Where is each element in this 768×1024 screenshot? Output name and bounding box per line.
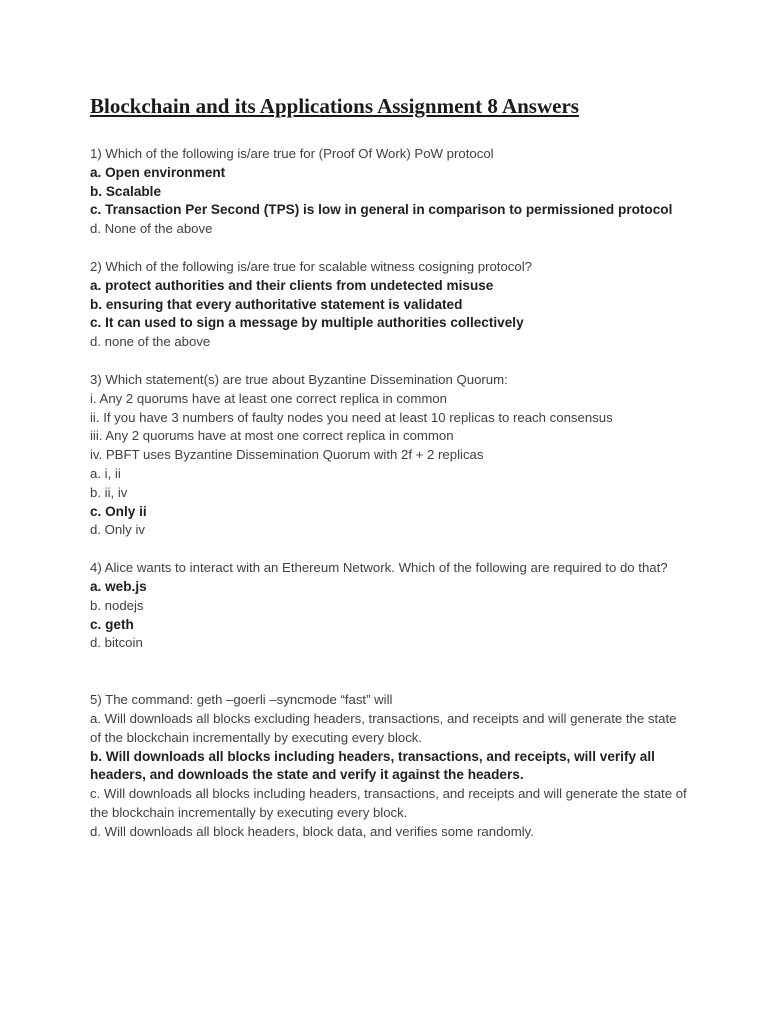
answer-option: d. bitcoin <box>90 635 143 651</box>
answer-option: c. Will downloads all blocks including headers, transactions, and receipts and will generate the state of the blockchain incrementally by executing every block. <box>90 786 687 820</box>
question-5 <box>90 691 690 841</box>
answer-option: a. i, ii <box>90 465 121 481</box>
answer-option: d. Only iv <box>90 522 145 538</box>
question-text: 4) Alice wants to interact with an Ethereum Network. Which of the following are required to do that? <box>90 560 668 576</box>
answer-option: d. none of the above <box>90 334 211 350</box>
question-text: 2) Which of the following is/are true for scalable witness cosigning protocol? <box>90 258 533 274</box>
answer-option: b. ensuring that every authoritative statement is validated <box>90 296 463 312</box>
question-text: 5) The command: geth –goerli –syncmode “fast” will <box>90 692 393 708</box>
statement-line: i. Any 2 quorums have at least one correct replica in common <box>90 390 447 406</box>
statement-line: iii. Any 2 quorums have at most one correct replica in common <box>90 428 454 444</box>
answer-option: a. web.js <box>90 578 147 594</box>
question-3 <box>90 371 690 540</box>
page-title: Blockchain and its Applications Assignment 8 Answers <box>90 94 579 118</box>
answer-option: b. Scalable <box>90 183 162 199</box>
statement-line: ii. If you have 3 numbers of faulty nodes you need at least 10 replicas to reach consensus <box>90 409 613 425</box>
question-2 <box>90 258 690 352</box>
answer-option: c. geth <box>90 616 134 632</box>
answer-option: c. Transaction Per Second (TPS) is low in general in comparison to permissioned protocol <box>90 202 673 218</box>
statement-line: iv. PBFT uses Byzantine Dissemination Quorum with 2f + 2 replicas <box>90 447 484 463</box>
answer-option: d. None of the above <box>90 221 213 237</box>
answer-option: d. Will downloads all block headers, block data, and verifies some randomly. <box>90 823 534 839</box>
answer-option: c. It can used to sign a message by multiple authorities collectively <box>90 315 524 331</box>
question-text: 3) Which statement(s) are true about Byzantine Dissemination Quorum: <box>90 371 508 387</box>
answer-option: a. Will downloads all blocks excluding headers, transactions, and receipts and will generate the state of the blockchain incrementally by executing every block. <box>90 710 677 745</box>
answer-option: b. Will downloads all blocks including headers, transactions, and receipts, will verify all headers, and downloads the state and verify it against the headers. <box>90 748 655 783</box>
question-text: 1) Which of the following is/are true for (Proof Of Work) PoW protocol <box>90 146 494 161</box>
answer-option: a. Open environment <box>90 164 226 180</box>
question-4 <box>90 559 690 653</box>
answer-option: b. ii, iv <box>90 484 128 500</box>
answer-option: b. nodejs <box>90 597 144 613</box>
document-page <box>90 92 690 842</box>
answer-option: c. Only ii <box>90 503 147 519</box>
answer-option: a. protect authorities and their clients from undetected misuse <box>90 277 494 293</box>
question-1 <box>90 145 690 239</box>
